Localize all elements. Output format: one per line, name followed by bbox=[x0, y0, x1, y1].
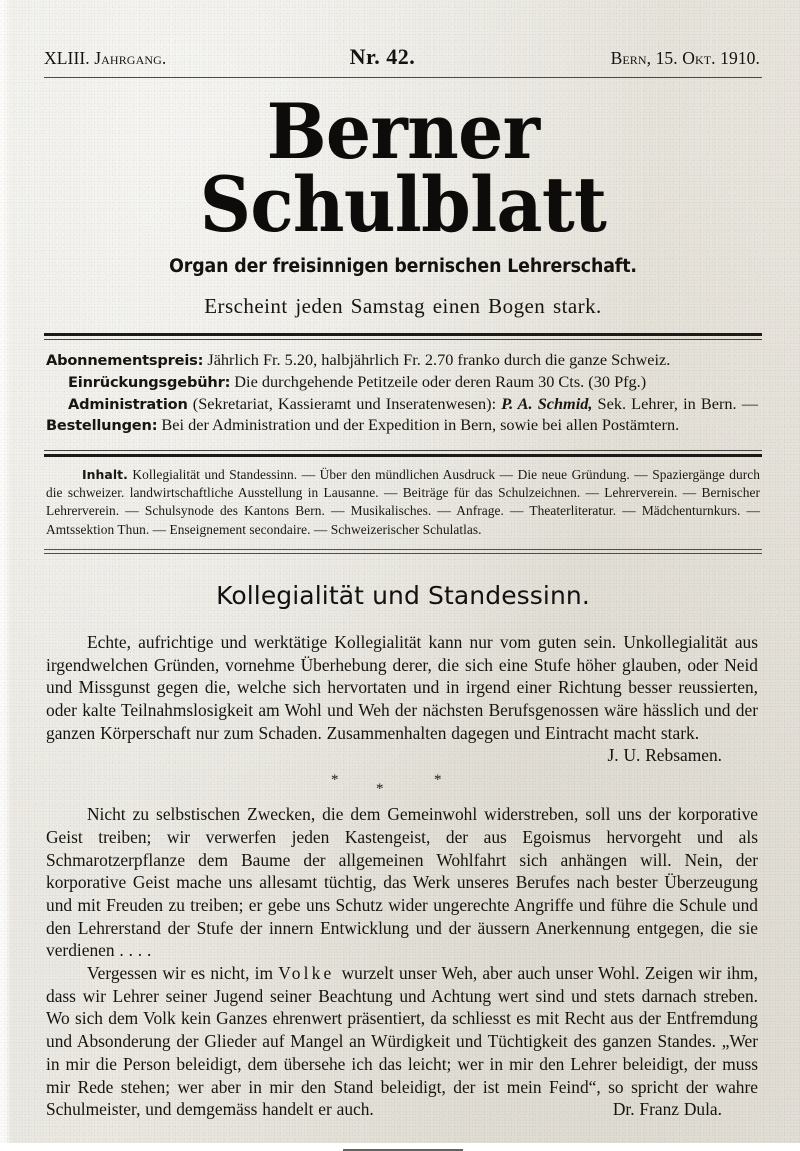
footer-rule bbox=[343, 1149, 463, 1151]
divider-below-contents bbox=[44, 549, 762, 554]
insertion-fee-line bbox=[46, 371, 758, 393]
administration-role: Sek. Lehrer, in Bern. — bbox=[592, 393, 758, 413]
article-headline: Kollegialität und Standessinn. bbox=[216, 580, 590, 610]
section-separator-asterisks bbox=[46, 769, 758, 803]
administration-scope: (Sekretariat, Kassieramt und Inseratenwesen): bbox=[187, 393, 502, 413]
article-signature-1: J. U. Rebsamen. bbox=[607, 745, 722, 766]
asterisk-right: * bbox=[434, 772, 442, 789]
article-paragraph-2: Nicht zu selbstischen Zwecken, die dem Gemeinwohl widerstreben, soll uns der korporative Geist treiben; wir verwerfen jeden Kastengeist, der aus Egoismus hervorgeht und als Schmarotzerpflanze dem Baume der allgemeinen Wohlfahrt sich anhängen will. Nein, der korporative Geist mache uns allesamt tüchtig, das Werk unseres Berufes nach bester Überzeugung und mit Freuden zu treiben; er gebe uns Schutz wider ungerechte Angriffe und führe die Schule und den Lehrerstand der Stufe der innern Entwicklung und der äussern Anerkennung entgegen, die sie verdienen . . . . bbox=[46, 804, 758, 961]
divider-thin-line bbox=[44, 553, 762, 554]
asterisk-bottom: * bbox=[376, 781, 384, 798]
administration-label: Administration bbox=[68, 395, 188, 413]
emphasis-volke: Volke bbox=[278, 963, 335, 984]
contents-label: Inhalt. bbox=[82, 467, 128, 483]
insertion-fee-label: Einrückungsgebühr: bbox=[68, 373, 231, 391]
subscription-info-block bbox=[42, 349, 764, 437]
divider-thin-line bbox=[44, 549, 762, 550]
paragraph-3-text-before: Vergessen wir es nicht, im bbox=[87, 963, 279, 984]
article-signature-2: Dr. Franz Dula. bbox=[612, 1099, 722, 1120]
article-body bbox=[42, 631, 764, 1121]
subscription-price-value: Jährlich Fr. 5.20, halbjährlich Fr. 2.70 franko durch die ganze Schweiz. bbox=[203, 349, 671, 369]
publication-frequency: Erscheint jeden Samstag einen Bogen stark. bbox=[204, 293, 602, 318]
issue-number: Nr. 42. bbox=[349, 44, 416, 69]
article-paragraph-3 bbox=[46, 962, 758, 1121]
divider-thick-line bbox=[44, 454, 762, 457]
orders-label: Bestellungen: bbox=[46, 417, 158, 435]
contents-list: Kollegialität und Standessinn. — Über den mündlichen Ausdruck — Die neue Gründung. — Spaziergänge durch die schweizer. landwirtschaftliche Ausstellung in Lausanne. — Beiträge für das Schulzeichnen. — Lehrerverein. — Bernischer Lehrerverein. — Schulsynode des Kantons Bern. — Musikalisches. — Anfrage. — Theaterliteratur. — Mädchenturnkurs. — Amtssektion Thun. — Enseignement secondaire. — Schweizerischer Schulatlas. bbox=[46, 467, 760, 537]
newspaper-title: Berner Schulblatt bbox=[199, 87, 607, 249]
divider-thin-line bbox=[44, 339, 762, 340]
orders-value: Bei der Administration und der Expedition in Bern, sowie bei allen Postämtern. bbox=[157, 415, 680, 435]
masthead-divider-rule bbox=[44, 77, 762, 78]
subscription-price-line bbox=[46, 349, 758, 371]
divider-above-contents bbox=[44, 450, 762, 457]
administration-person: P. A. Schmid, bbox=[501, 393, 593, 413]
volume-label: XLIII. Jahrgang. bbox=[44, 48, 167, 68]
paragraph-1-text: Echte, aufrichtige und werktätige Kollegialität kann nur vom guten sein. Unkollegialität aus irgendwelchen Gründen, vornehme Überhebung derer, die sich eine Stufe höher glauben, oder Neid und Missgunst gegen die, welche sich hervortaten und in irgend einer Richtung besser reussierten, oder kalte Teilnahmslosigkeit am Wohl und Weh der nächsten Berufsgenossen wäre hässlich und der ganzen Körperschaft nur zum Schaden. Zusammenhalten dagegen und Eintracht macht stark. bbox=[46, 631, 758, 743]
masthead-topline bbox=[42, 44, 764, 70]
asterisk-left: * bbox=[331, 772, 339, 789]
insertion-fee-value: Die durchgehende Petitzeile oder deren Raum 30 Cts. (30 Pfg.) bbox=[230, 371, 647, 391]
subscription-price-label: Abonnementspreis: bbox=[46, 351, 204, 369]
divider-thin-line bbox=[44, 450, 762, 451]
paragraph-3-text-after: wurzelt unser Weh, aber auch unser Wohl. Zeigen wir ihm, dass wir Lehrer seiner Jugend seiner Beachtung und Achtung wert sind und stets darnach streben. Wo sich dem Volk kein Ganzes ehrenwert präsentiert, da schliesst es mit Recht aus der Entfremdung und Absonderung der Glieder auf Mangel an Würdigkeit und Tüchtigkeit des ganzen Standes. „Wer in mir die Person beleidigt, dem übersehe ich das leicht; wer in mir den Lehrer beleidigt, der muss mir Rede stehen; wer aber in mir den Stand beleidigt, der ist mein Feind“, so spricht der wahre Schulmeister, und demgemäss handelt er auch. bbox=[46, 963, 758, 1120]
table-of-contents bbox=[42, 466, 764, 539]
divider-thick-line bbox=[44, 333, 762, 336]
administration-line bbox=[46, 393, 758, 437]
place-date: Bern, 15. Okt. 1910. bbox=[610, 48, 760, 68]
article-paragraph-1 bbox=[46, 631, 758, 766]
newspaper-subtitle: Organ der freisinnigen bernischen Lehrerschaft. bbox=[169, 255, 637, 277]
divider-above-info bbox=[44, 333, 762, 340]
